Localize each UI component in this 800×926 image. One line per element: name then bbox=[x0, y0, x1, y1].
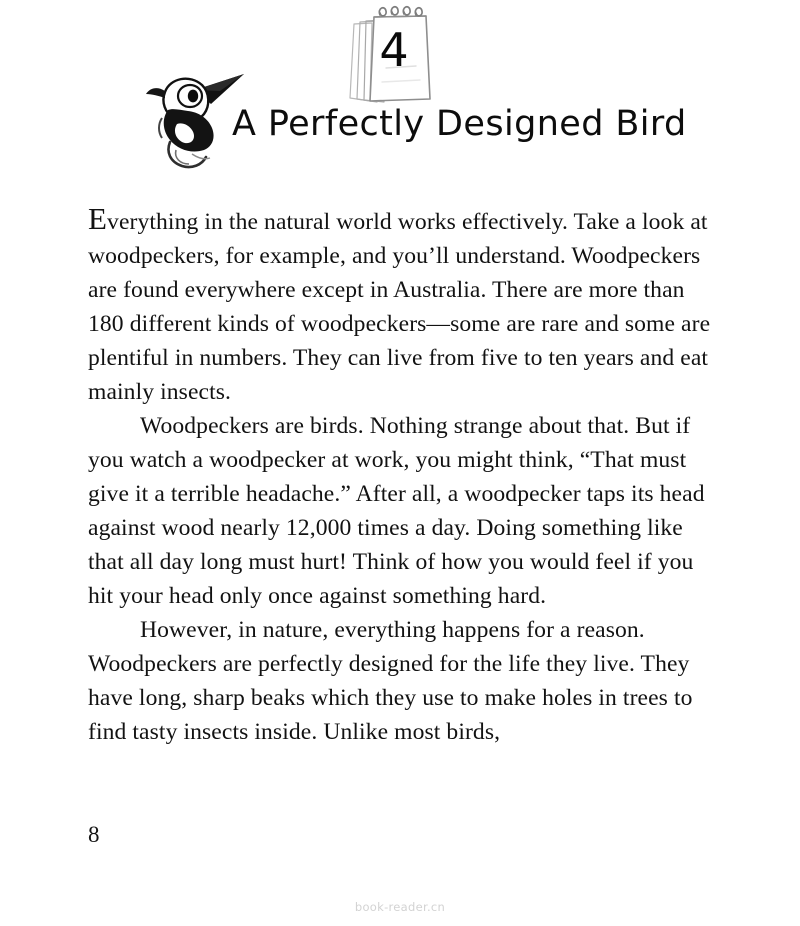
chapter-title: A Perfectly Designed Bird bbox=[232, 104, 687, 144]
chapter-header bbox=[0, 0, 800, 185]
body-text bbox=[88, 201, 712, 749]
watermark: book-reader.cn bbox=[354, 900, 446, 914]
chapter-number: 4 bbox=[379, 23, 409, 77]
paragraph-3: However, in nature, everything happens for a reason. Woodpeckers are perfectly designed for the life they live. They have long, sharp beaks which they use to make holes in trees to find tasty insects inside. Unlike most birds, bbox=[88, 617, 693, 745]
initial-cap: E bbox=[88, 201, 108, 236]
page-number: 8 bbox=[88, 822, 100, 847]
paragraph-2: Woodpeckers are birds. Nothing strange about that. But if you watch a woodpecker at work, you might think, “That must give it a terrible headache.” After all, a woodpecker taps its head against wood nearly 12,000 times a day. Doing something like that all day long must hurt! Think of how you would feel if you hit your head only once against something hard. bbox=[88, 413, 705, 609]
paragraph-1-text: verything in the natural world works effectively. Take a look at woodpeckers, for example, and you’ll understand. Woodpeckers are found everywhere except in Australia. There are more than 180 different kinds of woodpeckers—some are rare and some are plentiful in numbers. They can live from five to ten years and eat mainly insects. bbox=[88, 209, 711, 405]
paragraph-1 bbox=[88, 201, 712, 409]
